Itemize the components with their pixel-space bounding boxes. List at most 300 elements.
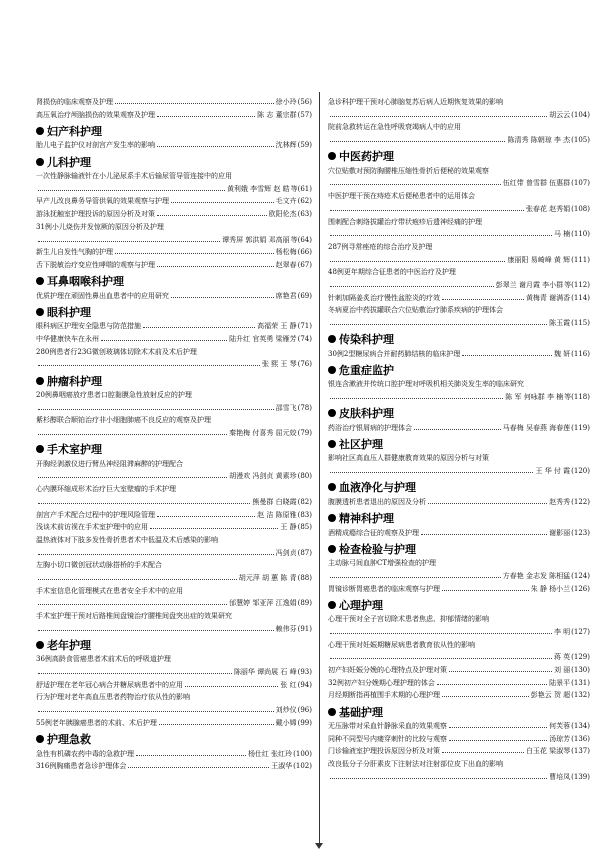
entry-page-number: (71) xyxy=(297,322,312,331)
entry-authors: 王 静 xyxy=(280,523,297,532)
entry-authors: 蒋 英 xyxy=(553,653,571,662)
entry-title: 改良低分子分肝素皮下注射法对注射部位皮下出血的影响 xyxy=(328,760,503,769)
entry-title: 手术室信息化管理模式在患者安全手术中的应用 xyxy=(36,586,183,595)
entry-page-number: (76) xyxy=(297,360,312,369)
section-heading xyxy=(36,153,312,170)
entry-authors: 张 熙 王 琴 xyxy=(261,360,297,369)
entry-authors: 陈 志 董宗群 xyxy=(257,110,297,119)
entry-page-number: (131) xyxy=(571,678,590,687)
toc-entry[interactable] xyxy=(328,689,590,702)
toc-entry[interactable] xyxy=(36,610,312,623)
bullet-icon xyxy=(36,735,44,743)
entry-title: 眼科病区护理安全隐患与防范措施 xyxy=(36,322,141,331)
toc-entry[interactable] xyxy=(36,679,312,692)
down-arrow-icon xyxy=(315,843,323,849)
entry-page-number: (108) xyxy=(571,204,590,213)
dot-leader xyxy=(38,604,227,605)
entry-authors: 李 明 xyxy=(553,627,571,636)
toc-entry[interactable] xyxy=(36,704,312,717)
dot-leader xyxy=(330,184,501,185)
dot-leader xyxy=(128,767,269,768)
dot-leader xyxy=(330,116,547,117)
dot-leader xyxy=(38,365,260,366)
entry-page-number: 等(64) xyxy=(290,235,312,244)
entry-page-number: (127) xyxy=(571,627,590,636)
column-divider xyxy=(319,92,320,844)
entry-title: 紫杉醇联合顺铂治疗非小细胞肺癌不良反应的观察及护理 xyxy=(36,416,211,425)
toc-entry[interactable] xyxy=(328,664,590,677)
bullet-icon xyxy=(36,158,44,166)
entry-page-number: (120) xyxy=(571,467,590,476)
entry-title: 围刺配合刺络拔罐治疗带状疱疹后遗神经痛的护理 xyxy=(328,217,482,226)
toc-entry[interactable] xyxy=(328,134,590,147)
toc-entry[interactable] xyxy=(36,259,312,272)
dot-leader xyxy=(442,590,529,591)
section-label: 传染科护理 xyxy=(339,333,394,347)
dot-leader xyxy=(115,103,274,104)
dot-leader xyxy=(171,297,274,298)
toc-entry[interactable] xyxy=(36,691,312,704)
toc-entry[interactable] xyxy=(36,183,312,196)
bullet-icon xyxy=(328,545,336,553)
entry-authors: 赵翠春 xyxy=(275,260,297,269)
entry-page-number: (69) xyxy=(297,291,312,300)
toc-entry[interactable] xyxy=(36,458,312,471)
dot-leader xyxy=(421,534,547,535)
entry-authors: 张春花 赵秀娟 xyxy=(525,204,571,213)
entry-page-number: (63) xyxy=(297,210,312,219)
entry-authors: 陈玉霞 xyxy=(549,319,571,327)
entry-title: 中华健康快车在永州 xyxy=(36,334,99,343)
toc-entry[interactable] xyxy=(36,290,312,303)
toc-entry[interactable] xyxy=(328,292,590,305)
entry-authors: 冯剑贞 xyxy=(275,548,297,557)
entry-title: 280例患者行23G微创玻璃体切除术术前及术后护理 xyxy=(36,347,197,356)
toc-entry[interactable] xyxy=(36,717,312,730)
section-heading xyxy=(328,361,590,378)
entry-page-number: (126) xyxy=(571,584,590,593)
toc-entry[interactable] xyxy=(328,254,590,267)
entry-authors: 毛文卉 xyxy=(275,197,297,206)
toc-entry[interactable] xyxy=(328,317,590,330)
toc-entry[interactable] xyxy=(328,613,590,626)
entry-title: 心内膜环缩成形术治疗巨大室壁瘤的手术护理 xyxy=(36,485,176,494)
entry-title: 20例鼻咽癌放疗患者口腔黏膜急性放射反应的护理 xyxy=(36,391,192,399)
entry-page-number: (102) xyxy=(293,762,312,771)
entry-authors: 马 楠 xyxy=(553,230,571,239)
section-label: 妇产科护理 xyxy=(47,124,102,138)
dot-leader xyxy=(442,299,524,300)
entry-title: 舌下脱敏治疗变应性哮喘的观察与护理 xyxy=(36,260,155,269)
entry-title: 心理干预对妊娠期糖尿病患者教育依从性的影响 xyxy=(328,640,475,649)
entry-page-number: (110) xyxy=(571,230,590,239)
toc-entry[interactable] xyxy=(328,557,590,570)
entry-title: 48例更年期综合征患者的中医治疗及护理 xyxy=(328,268,456,277)
toc-entry[interactable] xyxy=(36,333,312,346)
dot-leader xyxy=(330,472,533,473)
entry-page-number: (59) xyxy=(297,141,312,150)
entry-title: 胃镜诊断胃癌患者的临床观察与护理 xyxy=(328,584,440,593)
bullet-icon xyxy=(328,708,336,716)
toc-entry[interactable] xyxy=(328,639,590,652)
entry-authors: 戴小嫦 xyxy=(275,718,297,727)
toc-entry[interactable] xyxy=(328,109,590,122)
toc-entry[interactable] xyxy=(328,422,590,435)
section-heading xyxy=(36,273,312,290)
entry-page-number: (139) xyxy=(571,772,590,781)
dot-leader xyxy=(157,266,274,267)
toc-entry[interactable] xyxy=(328,391,590,404)
entry-title: 开胸经剥激仪进行臂丛神经阻滞麻醉的护理配合 xyxy=(36,459,183,468)
entry-page-number: (111) xyxy=(571,255,590,264)
entry-title: 游泳抚触室护理投诉的原因分析及对策 xyxy=(36,210,155,219)
bullet-icon xyxy=(328,601,336,609)
entry-title: 36例高龄食管癌患者术前术后的呼吸道护理 xyxy=(36,655,171,664)
entry-title: 316例胸痛患者急诊护理体会 xyxy=(36,762,127,771)
section-heading xyxy=(36,731,312,748)
entry-page-number: (104) xyxy=(571,110,590,119)
entry-title: 287例寻常痤疮的综合治疗及护理 xyxy=(328,242,433,251)
entry-title: 中医护理干预在痔疮术后便秘患者中的运用体会 xyxy=(328,192,475,201)
entry-page-number: 等(61) xyxy=(290,184,312,193)
toc-entry[interactable] xyxy=(328,465,590,478)
entry-authors: 徐小玲 xyxy=(275,98,297,106)
section-label: 中医药护理 xyxy=(339,150,394,164)
dot-leader xyxy=(330,210,524,211)
entry-authors: 朱 静 杨小兰 xyxy=(530,584,571,593)
toc-entry[interactable] xyxy=(328,96,590,109)
toc-entry[interactable] xyxy=(36,496,312,509)
toc-entry[interactable] xyxy=(328,228,590,241)
entry-title: 影响社区高血压人群健康教育效果的原因分析与对策 xyxy=(328,454,489,463)
entry-title: 一次性静脉输液针在小儿泌尿系手术后输尿管导管连接中的应用 xyxy=(36,172,232,181)
entry-title: 穴位贴敷对预防胸腰椎压缩性骨折后便秘的效果观察 xyxy=(328,166,489,175)
entry-authors: 邵雪飞 xyxy=(275,403,297,412)
entry-authors: 陈丽华 谭尚展 石 峰 xyxy=(233,668,297,677)
section-label: 耳鼻咽喉科护理 xyxy=(47,275,124,289)
toc-entry[interactable] xyxy=(36,195,312,208)
toc-entry[interactable] xyxy=(328,651,590,664)
section-heading xyxy=(36,122,312,139)
bullet-icon xyxy=(36,445,44,453)
toc-entry[interactable] xyxy=(36,623,312,636)
entry-authors: 胡云云 xyxy=(549,110,571,119)
dot-leader xyxy=(38,190,225,191)
entry-authors: 魏 妍 xyxy=(553,349,571,358)
toc-entry[interactable] xyxy=(36,585,312,598)
dot-leader xyxy=(185,686,278,687)
dot-leader xyxy=(330,778,547,779)
entry-authors: 伍红带 曾雪群 伍惠群 xyxy=(502,179,571,188)
entry-authors: 陈 军 何咏群 李 楠 xyxy=(505,393,564,402)
entry-title: 新生儿自发性气胸的护理 xyxy=(36,248,113,257)
dot-leader xyxy=(159,724,274,725)
toc-entry[interactable] xyxy=(36,521,312,534)
section-heading xyxy=(328,405,590,422)
entry-authors: 沈林辉 xyxy=(275,141,297,150)
entry-title: 肾损伤的临床观察及护理 xyxy=(36,98,113,106)
dot-leader xyxy=(101,340,227,341)
dot-leader xyxy=(462,355,552,356)
section-label: 检查检验与护理 xyxy=(339,542,416,556)
entry-page-number: (134) xyxy=(571,722,590,731)
entry-page-number: (114) xyxy=(571,293,590,302)
entry-authors: 刘 丽 xyxy=(553,666,571,674)
entry-page-number: (96) xyxy=(297,706,312,715)
section-label: 老年护理 xyxy=(47,638,91,652)
toc-entry[interactable] xyxy=(36,559,312,572)
entry-page-number: (124) xyxy=(571,571,590,580)
entry-page-number: (91) xyxy=(297,624,312,633)
dot-leader xyxy=(414,429,501,430)
entry-page-number: (82) xyxy=(297,497,312,506)
toc-entry[interactable] xyxy=(328,626,590,639)
entry-page-number: (100) xyxy=(293,749,312,758)
toc-entry[interactable] xyxy=(36,470,312,483)
section-heading xyxy=(36,303,312,320)
section-heading xyxy=(36,372,312,389)
entry-page-number: (107) xyxy=(571,179,590,188)
entry-title: 急诊科护理干预对心肺脑复苏后病人近期恢复效果的影响 xyxy=(328,98,503,106)
toc-column-right xyxy=(328,96,590,784)
entry-authors: 谭秀屏 郭洪娟 邓高丽 xyxy=(222,235,290,244)
entry-authors: 何芙蓉 xyxy=(549,722,571,731)
entry-page-number: (116) xyxy=(571,349,590,358)
entry-authors: 方春艳 金志发 陈相猛 xyxy=(502,571,571,580)
toc-entry[interactable] xyxy=(328,583,590,596)
toc-entry[interactable] xyxy=(328,771,590,784)
dot-leader xyxy=(330,398,503,399)
toc-entry[interactable] xyxy=(328,527,590,540)
dot-leader xyxy=(449,671,552,672)
entry-authors: 胡元萍 胡 蕙 陈 青 xyxy=(238,573,297,582)
entry-authors: 刘炒仪 xyxy=(275,706,297,715)
entry-authors: 陆升红 官英勇 梁雁芳 xyxy=(229,334,297,343)
toc-entry[interactable] xyxy=(328,677,590,690)
entry-page-number: (130) xyxy=(571,666,590,674)
toc-entry[interactable] xyxy=(328,745,590,758)
toc-entry[interactable] xyxy=(328,452,590,465)
toc-entry[interactable] xyxy=(328,165,590,178)
entry-page-number: (62) xyxy=(297,197,312,206)
toc-entry[interactable] xyxy=(36,483,312,496)
toc-entry[interactable] xyxy=(36,597,312,610)
entry-authors: 杨松梅 xyxy=(275,248,297,257)
section-label: 精神科护理 xyxy=(339,512,394,525)
bullet-icon xyxy=(36,641,44,649)
entry-authors: 曹培凤 xyxy=(549,772,571,781)
entry-page-number: (119) xyxy=(571,423,590,432)
entry-authors: 张 红 xyxy=(280,680,297,689)
toc-entry[interactable] xyxy=(36,760,312,773)
toc-entry[interactable] xyxy=(36,534,312,547)
dot-leader xyxy=(330,633,552,634)
entry-page-number: (93) xyxy=(297,668,312,677)
entry-title: 舒适护理在老年冠心病合并糖尿病患者中的应用 xyxy=(36,680,183,689)
toc-entry[interactable] xyxy=(36,509,312,522)
toc-entry[interactable] xyxy=(36,389,312,402)
toc-entry[interactable] xyxy=(36,234,312,247)
dot-leader xyxy=(136,755,246,756)
dot-leader xyxy=(330,141,505,142)
entry-authors: 赖伟芬 xyxy=(275,624,297,633)
dot-leader xyxy=(38,673,232,674)
toc-entry[interactable] xyxy=(36,109,312,122)
bullet-icon xyxy=(36,377,44,385)
toc-entry[interactable] xyxy=(36,170,312,183)
toc-entry[interactable] xyxy=(36,653,312,666)
entry-page-number: (79) xyxy=(297,429,312,438)
toc-entry[interactable] xyxy=(328,190,590,203)
entry-authors: 高福荣 王 静 xyxy=(257,322,297,331)
section-label: 手术室护理 xyxy=(47,443,102,457)
entry-authors: 秦艳梅 付喜秀 屈元姣 xyxy=(229,429,297,438)
entry-page-number: (87) xyxy=(297,548,312,557)
entry-title: 冬病夏治中药拔罐联合穴位贴敷治疗肺系疾病的护理体会 xyxy=(328,306,503,315)
entry-page-number: (57) xyxy=(297,110,312,119)
dot-leader xyxy=(330,235,552,236)
entry-page-number: (56) xyxy=(297,98,312,106)
toc-entry[interactable] xyxy=(36,346,312,359)
toc-entry[interactable] xyxy=(328,496,590,509)
entry-authors: 白玉花 梁淑琴 xyxy=(525,747,571,756)
dot-leader xyxy=(442,696,529,697)
entry-authors: 欧阳伦杰 xyxy=(268,210,297,219)
bullet-icon xyxy=(328,514,336,522)
toc-entry[interactable] xyxy=(328,203,590,216)
entry-authors: 彭艳云 贺 超 xyxy=(530,691,571,700)
dot-leader xyxy=(330,658,552,659)
section-label: 社区护理 xyxy=(339,437,383,451)
section-label: 肿瘤科护理 xyxy=(47,374,102,388)
toc-entry[interactable] xyxy=(328,121,590,134)
toc-entry[interactable] xyxy=(328,177,590,190)
section-heading xyxy=(328,479,590,496)
section-label: 儿科护理 xyxy=(47,155,91,169)
section-label: 皮肤科护理 xyxy=(339,407,394,421)
entry-authors: 马春梅 吴春燕 海春莲 xyxy=(502,423,571,432)
bullet-icon xyxy=(328,335,336,343)
toc-column-left xyxy=(36,96,312,773)
toc-entry[interactable] xyxy=(328,241,590,254)
entry-page-number: (137) xyxy=(571,747,590,756)
entry-page-number: (132) xyxy=(571,691,590,700)
toc-entry[interactable] xyxy=(36,320,312,333)
section-heading xyxy=(36,441,312,458)
toc-entry[interactable] xyxy=(36,96,312,109)
section-heading xyxy=(328,703,590,720)
entry-title: 院前急救转运在急性呼吸衰竭病人中的应用 xyxy=(328,123,461,132)
entry-title: 针刺加隔姜炙治疗慢性盆腔炎的疗效 xyxy=(328,293,440,302)
section-heading xyxy=(328,540,590,557)
dot-leader xyxy=(157,116,255,117)
toc-entry[interactable] xyxy=(328,378,590,391)
toc-entry[interactable] xyxy=(36,414,312,427)
entry-title: 温热液体对下肢多发性骨折患者术中低温及术后感染的影响 xyxy=(36,535,218,544)
entry-authors: 陆景平 xyxy=(549,678,571,687)
toc-entry[interactable] xyxy=(36,139,312,152)
entry-title: 酒精成瘾综合征的观察及护理 xyxy=(328,528,419,537)
entry-title: 初产妇妊娠分娩的心理特点及护理对策 xyxy=(328,666,447,674)
toc-entry[interactable] xyxy=(328,733,590,746)
toc-entry[interactable] xyxy=(36,246,312,259)
dot-leader xyxy=(38,241,220,242)
toc-entry[interactable] xyxy=(328,348,590,361)
toc-entry[interactable] xyxy=(328,570,590,583)
bullet-icon xyxy=(328,483,336,491)
entry-title: 主动脉弓间血肿CT增强检查的护理 xyxy=(328,559,437,568)
entry-authors: 杨仕红 张红玲 xyxy=(247,749,293,758)
section-label: 心理护理 xyxy=(339,598,383,612)
bullet-icon xyxy=(328,152,336,160)
dot-leader xyxy=(449,727,547,728)
toc-entry[interactable] xyxy=(36,402,312,415)
entry-title: 同种不同型号内瘘穿刺针的比较与观察 xyxy=(328,734,447,743)
entry-title: 急性有机磷农药中毒的急救护理 xyxy=(36,749,134,758)
section-heading xyxy=(328,331,590,348)
entry-authors: 汤琼芳 xyxy=(549,734,571,743)
entry-page-number: (129) xyxy=(571,653,590,662)
section-heading xyxy=(36,636,312,653)
entry-authors: 赵 洁 陈原雅 xyxy=(257,510,297,519)
entry-page-number: (78) xyxy=(297,403,312,412)
entry-title: 32例初产妇分娩期心理护理的体会 xyxy=(328,678,435,687)
toc-entry[interactable] xyxy=(36,547,312,560)
dot-leader xyxy=(38,579,237,580)
toc-entry[interactable] xyxy=(328,279,590,292)
entry-title: 无压脉带对采血针静脉采血的效果观察 xyxy=(328,722,447,731)
toc-entry[interactable] xyxy=(36,572,312,585)
toc-entry[interactable] xyxy=(328,266,590,279)
toc-entry[interactable] xyxy=(328,720,590,733)
entry-title: 手术室护理干预对后路椎间盘镜治疗腰椎间盘突出症的效果研究 xyxy=(36,612,232,620)
toc-entry[interactable] xyxy=(36,748,312,761)
dot-leader xyxy=(38,409,274,410)
entry-authors: 黄利娥 李雪辉 赵 皓 xyxy=(226,184,290,193)
entry-page-number: (99) xyxy=(297,718,312,727)
entry-title: 31例小儿烧伤并发惊厥的原因分析及护理 xyxy=(36,222,164,231)
entry-title: 左胸小切口微创冠状动脉搭桥的手术配合 xyxy=(36,561,162,570)
entry-title: 腹膜透析患者退出的原因及分析 xyxy=(328,497,426,506)
toc-entry[interactable] xyxy=(36,427,312,440)
section-heading xyxy=(328,596,590,613)
entry-page-number: (94) xyxy=(297,680,312,689)
dot-leader xyxy=(38,503,250,504)
entry-title: 30例2型糖尿病合并耐药肺结核的临床护理 xyxy=(328,349,461,358)
entry-authors: 赵秀秀 xyxy=(549,497,571,506)
entry-title: 行为护理对老年高血压患者药物治疗依从性的影响 xyxy=(36,693,190,702)
toc-entry[interactable] xyxy=(36,208,312,221)
entry-authors: 谢影丽 xyxy=(549,528,571,537)
toc-entry[interactable] xyxy=(36,666,312,679)
toc-entry[interactable] xyxy=(328,216,590,229)
dot-leader xyxy=(330,286,494,287)
toc-entry[interactable] xyxy=(328,758,590,771)
entry-authors: 熊曼群 白晓霞 xyxy=(252,497,297,506)
dot-leader xyxy=(171,202,274,203)
entry-title: 心理干预对全子宫切除术患者焦虑、抑郁情绪的影响 xyxy=(328,615,489,624)
toc-entry[interactable] xyxy=(36,221,312,234)
toc-entry[interactable] xyxy=(328,304,590,317)
toc-entry[interactable] xyxy=(36,358,312,371)
bullet-icon xyxy=(36,277,44,285)
entry-authors: 王淑华 xyxy=(271,762,293,771)
bullet-icon xyxy=(328,440,336,448)
dot-leader xyxy=(115,253,274,254)
entry-page-number: (115) xyxy=(571,319,590,327)
entry-page-number: (105) xyxy=(571,136,590,145)
dot-leader xyxy=(38,434,227,435)
